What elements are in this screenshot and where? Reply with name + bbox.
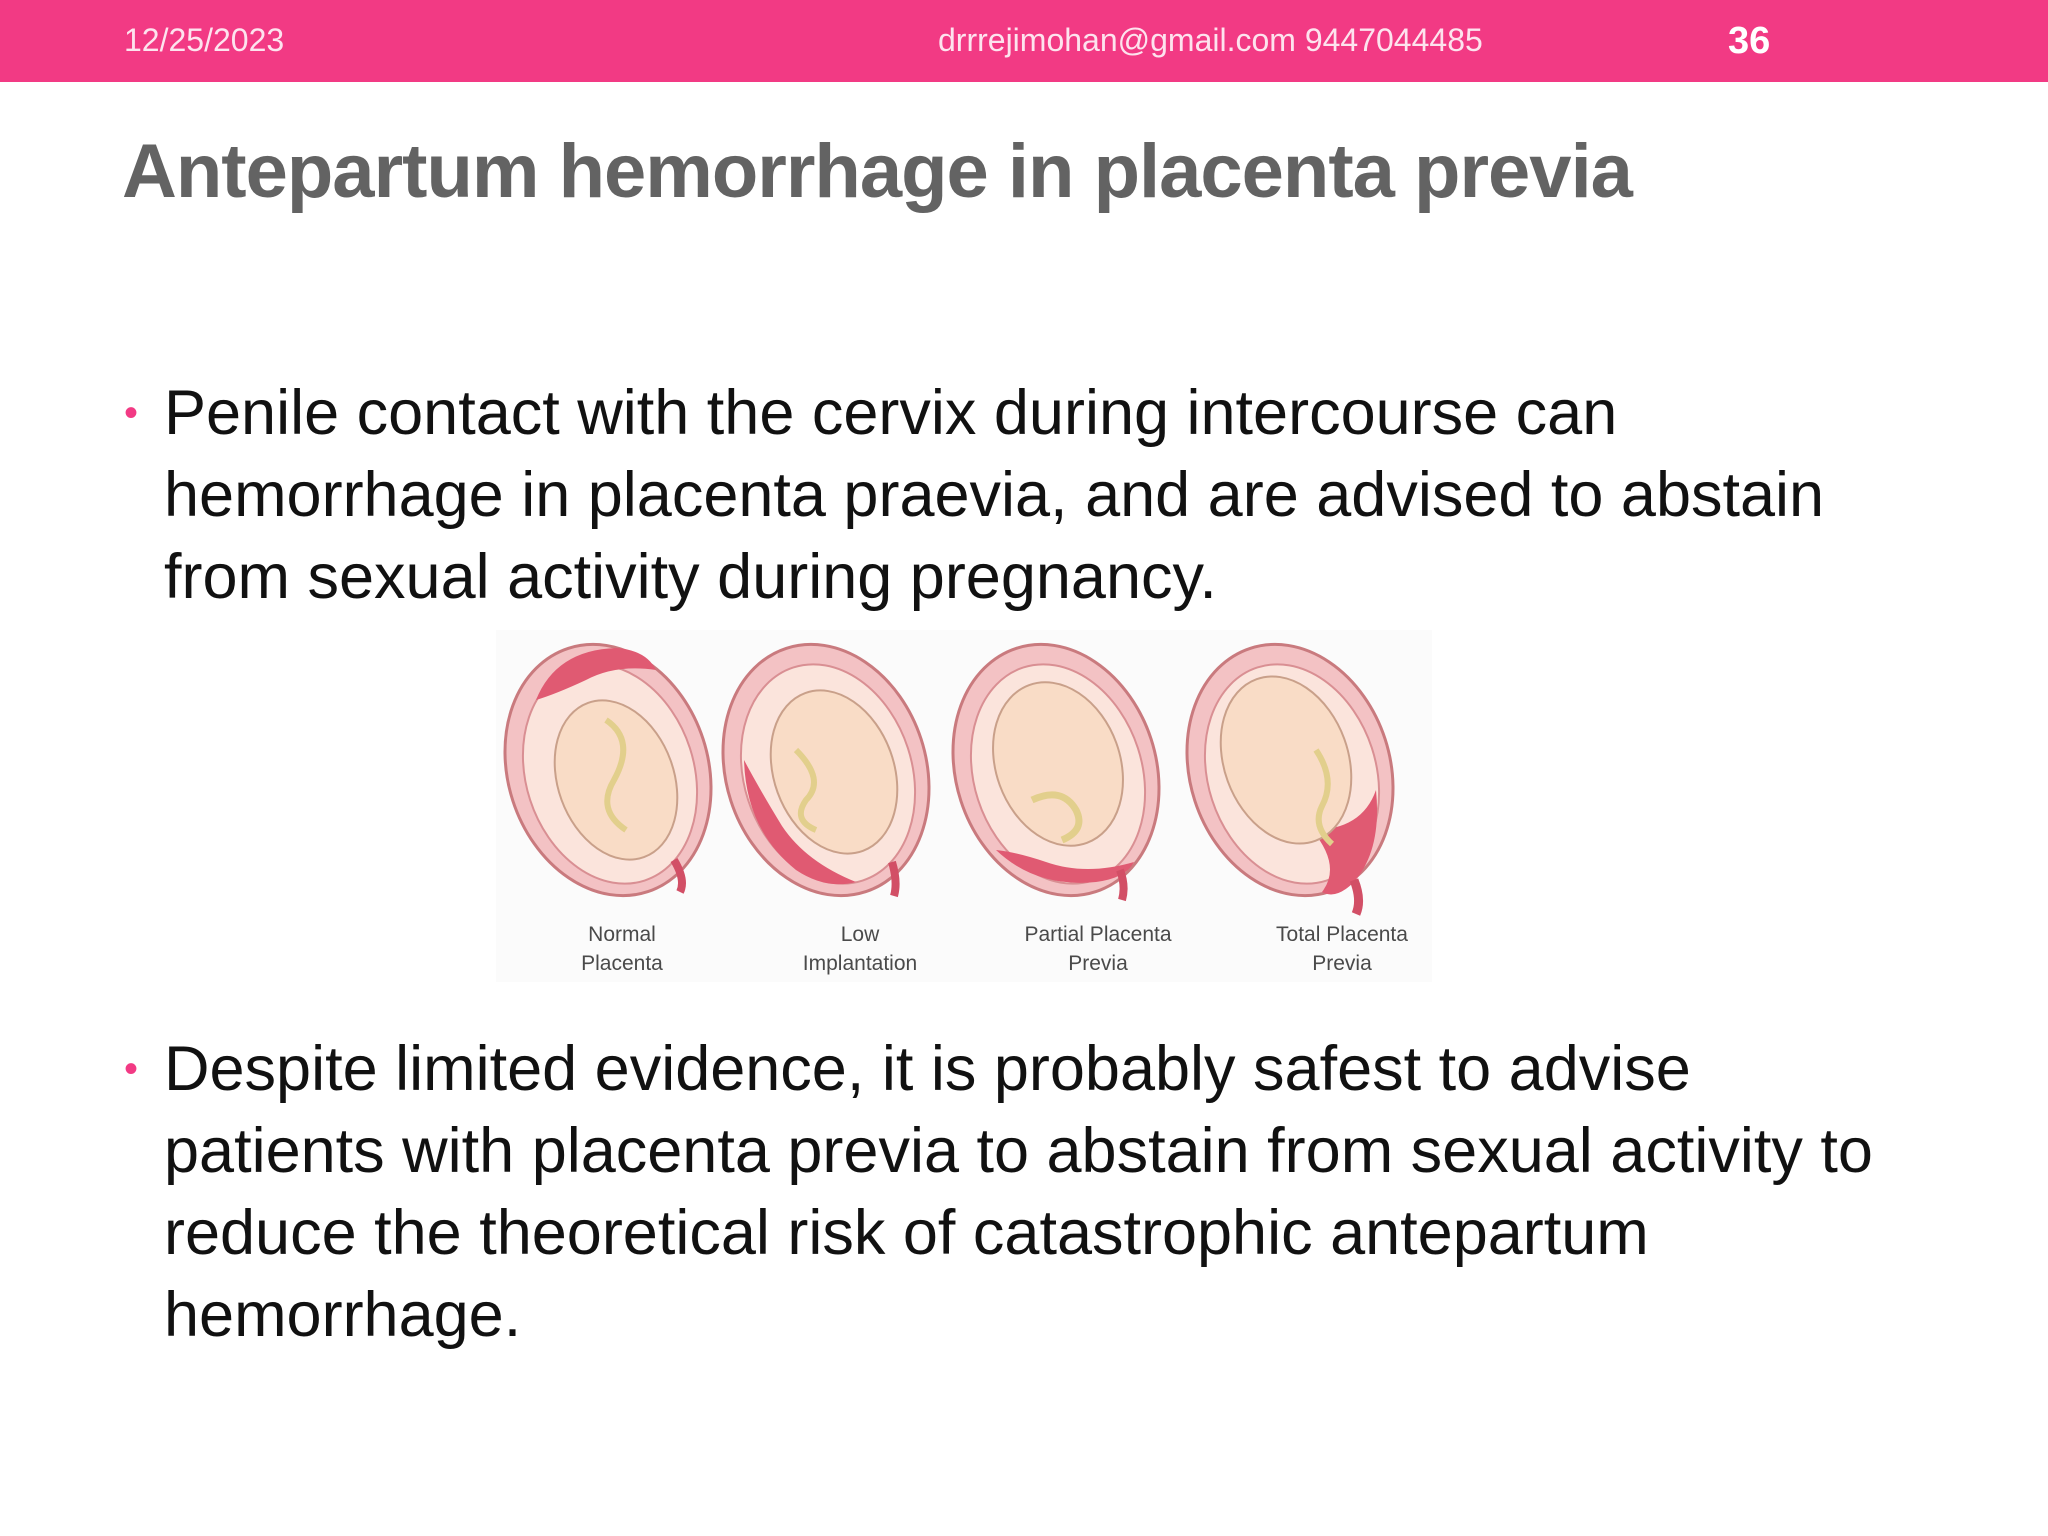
caption-partial-placenta-previa xyxy=(988,920,1208,978)
uterus-partial-placenta-previa xyxy=(921,630,1190,923)
bullet-dot-icon: • xyxy=(124,1047,139,1091)
header-bar xyxy=(0,0,2048,82)
slide-footer-contact: drrrejimohan@gmail.com 9447044485 xyxy=(938,22,1483,58)
placenta-previa-illustration xyxy=(496,630,1432,982)
bullet-item xyxy=(124,1028,1924,1356)
caption-line: Implantation xyxy=(802,952,918,975)
uterus-low-implantation xyxy=(691,630,960,923)
caption-line: Previa xyxy=(1068,952,1128,975)
caption-line: Partial Placenta xyxy=(1024,923,1172,946)
caption-normal-placenta xyxy=(512,920,732,978)
bullet-text: Penile contact with the cervix during intercourse can hemorrhage in placenta praevia, and are advised to abstain from sexual activity during pregnancy. xyxy=(164,378,1825,612)
slide-date: 12/25/2023 xyxy=(124,22,285,58)
slide-number: 36 xyxy=(1728,20,1771,62)
caption-line: Previa xyxy=(1312,952,1372,975)
caption-line: Low xyxy=(840,923,880,946)
bullet-text: Despite limited evidence, it is probably safest to advise patients with placenta previa to abstain from sexual activity to reduce the theoretical risk of catastrophic antepartum hemorrhage. xyxy=(164,1034,1873,1350)
caption-total-placenta-previa xyxy=(1232,920,1452,978)
uterus-normal-placenta xyxy=(496,630,743,923)
slide-title: Antepartum hemorrhage in placenta previa xyxy=(122,129,1632,214)
caption-line: Total Placenta xyxy=(1276,923,1408,946)
caption-line: Placenta xyxy=(581,952,663,975)
caption-low-implantation xyxy=(750,920,970,978)
bullet-item xyxy=(124,372,1924,618)
bullet-dot-icon: • xyxy=(124,391,139,435)
uterus-total-placenta-previa xyxy=(1155,630,1424,923)
caption-line: Normal xyxy=(588,923,656,946)
